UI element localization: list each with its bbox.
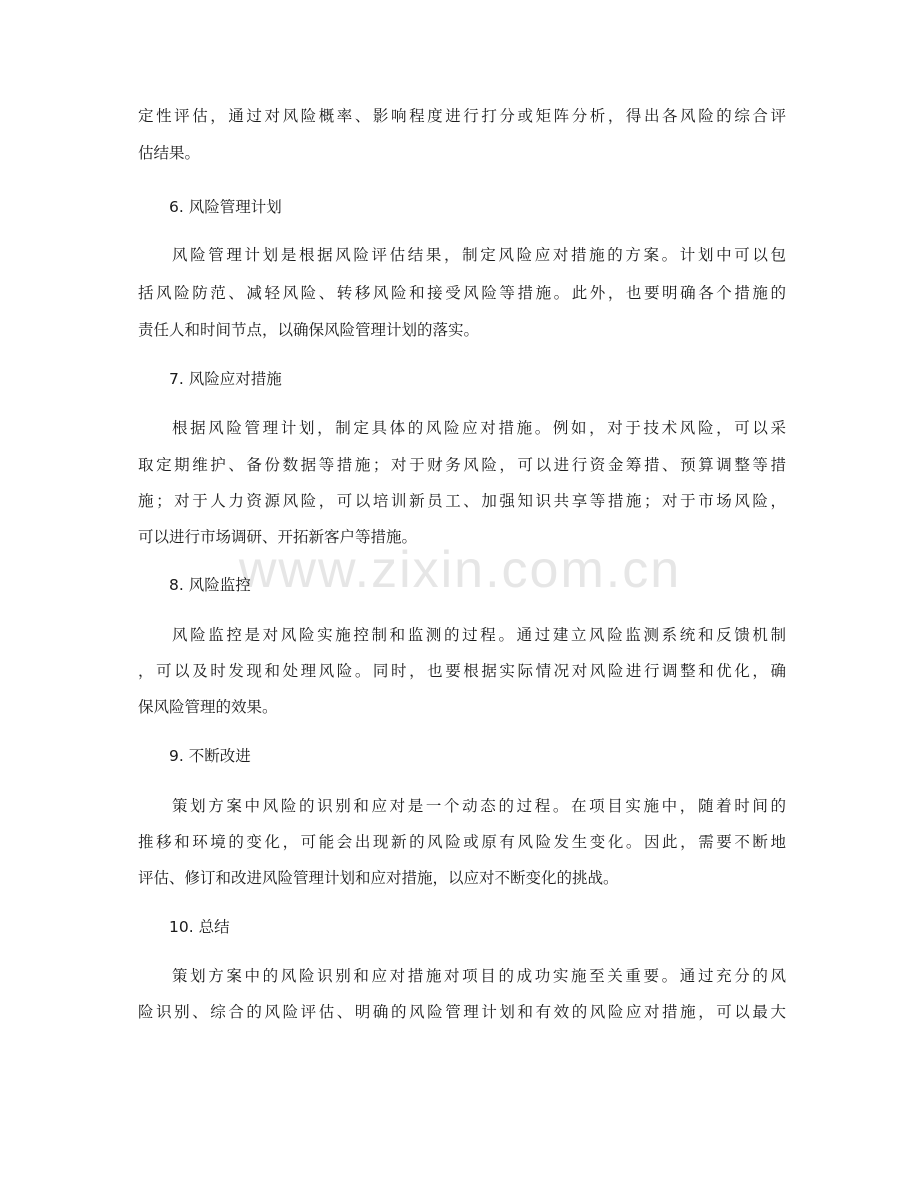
paragraph-line: ，可以及时发现和处理风险。同时，也要根据实际情况对风险进行调整和优化，确 — [138, 662, 786, 680]
section-heading: 8. 风险监控 — [169, 576, 251, 594]
paragraph-line: 保风险管理的效果。 — [138, 698, 278, 716]
paragraph-line: 定性评估，通过对风险概率、影响程度进行打分或矩阵分析，得出各风险的综合评 — [138, 107, 786, 125]
paragraph-line: 责任人和时间节点，以确保风险管理计划的落实。 — [138, 321, 480, 339]
section-heading: 6. 风险管理计划 — [169, 198, 282, 216]
paragraph-line: 施；对于人力资源风险，可以培训新员工、加强知识共享等措施；对于市场风险， — [138, 492, 786, 510]
section-heading: 9. 不断改进 — [169, 747, 251, 765]
paragraph-line: 险识别、综合的风险评估、明确的风险管理计划和有效的风险应对措施，可以最大 — [138, 1003, 786, 1021]
paragraph-line: 评估、修订和改进风险管理计划和应对措施，以应对不断变化的挑战。 — [138, 869, 619, 887]
paragraph-line: 取定期维护、备份数据等措施；对于财务风险，可以进行资金筹措、预算调整等措 — [138, 456, 786, 474]
section-heading: 7. 风险应对措施 — [169, 370, 282, 388]
paragraph-line: 策划方案中的风险识别和应对措施对项目的成功实施至关重要。通过充分的风 — [172, 967, 786, 985]
paragraph-line: 可以进行市场调研、开拓新客户等措施。 — [138, 528, 418, 546]
section-heading: 10. 总结 — [169, 918, 230, 936]
paragraph-line: 根据风险管理计划，制定具体的风险应对措施。例如，对于技术风险，可以采 — [172, 419, 786, 437]
paragraph-line: 推移和环境的变化，可能会出现新的风险或原有风险发生变化。因此，需要不断地 — [138, 833, 786, 851]
paragraph-line: 括风险防范、减轻风险、转移风险和接受风险等措施。此外，也要明确各个措施的 — [138, 284, 786, 302]
paragraph-line: 策划方案中风险的识别和应对是一个动态的过程。在项目实施中，随着时间的 — [172, 797, 786, 815]
paragraph-line: 风险监控是对风险实施控制和监测的过程。通过建立风险监测系统和反馈机制 — [172, 626, 786, 644]
paragraph-line: 风险管理计划是根据风险评估结果，制定风险应对措施的方案。计划中可以包 — [172, 246, 786, 264]
watermark: www.zixin.com.cn — [238, 541, 682, 599]
paragraph-line: 估结果。 — [138, 144, 201, 162]
